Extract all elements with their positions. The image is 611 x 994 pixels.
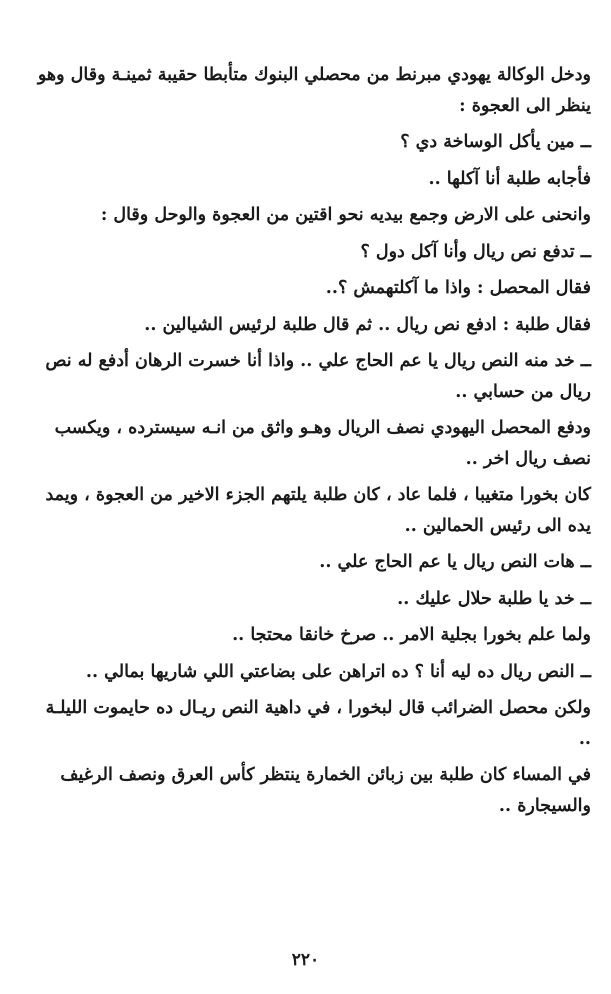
paragraph: فقال طلبة : ادفع نص ريال .. ثم قال طلبة لرئيس الشيالين .. [144, 314, 591, 335]
body-text [28, 60, 591, 821]
paragraph: وانحنى على الارض وجمع بيديه نحو اقتين من العجوة والوحل وقال : [100, 205, 591, 225]
paragraph: ــ خد منه النص ريال يا عم الحاج علي .. واذا أنا خسرت الرهان أدفع له نص ريال من حسابي .. [45, 351, 591, 402]
paragraph: ودخل الوكالة يهودي مبرنط من محصلي البنوك متأبطا حقيبة ثمينـة وقال وهو ينظر الى العجوة : [37, 65, 591, 116]
page-number: ٢٢٠ [291, 950, 320, 970]
paragraph: ولكن محصل الضرائب قال لبخورا ، في داهية النص ريـال ده حايموت الليلـة .. [45, 698, 591, 749]
paragraph: ودفع المحصل اليهودي نصف الريال وهـو واثق من انـه سيسترده ، ويكسب نصف ريال اخر .. [54, 418, 591, 469]
paragraph: فأجابه طلبة أنا آكلها .. [428, 168, 591, 189]
paragraph: ولما علم بخورا بجلية الامر .. صرخ خانقا محتجا .. [232, 625, 591, 645]
paragraph: كان بخورا متغيبا ، فلما عاد ، كان طلبة يلتهم الجزء الاخير من العجوة ، ويمد يده الى رئيس الحمالين .. [45, 485, 591, 536]
paragraph: ــ تدفع نص ريال وأنا آكل دول ؟ [360, 241, 591, 262]
paragraph: ــ مين يأكل الوساخة دي ؟ [400, 132, 591, 152]
paragraph: في المساء كان طلبة بين زبائن الخمارة ينتظر كأس العرق ونصف الرغيف والسيجارة .. [60, 765, 591, 816]
paragraph: ــ هات النص ريال يا عم الحاج علي .. [319, 552, 591, 572]
paragraph: ــ خد يا طلبة حلال عليك .. [397, 588, 591, 609]
paragraph: فقال المحصل : واذا ما آكلتهمش ؟.. [325, 278, 591, 298]
paragraph: ــ النص ريال ده ليه أنا ؟ ده اتراهن على بضاعتي اللي شاريها بمالي .. [85, 661, 591, 682]
